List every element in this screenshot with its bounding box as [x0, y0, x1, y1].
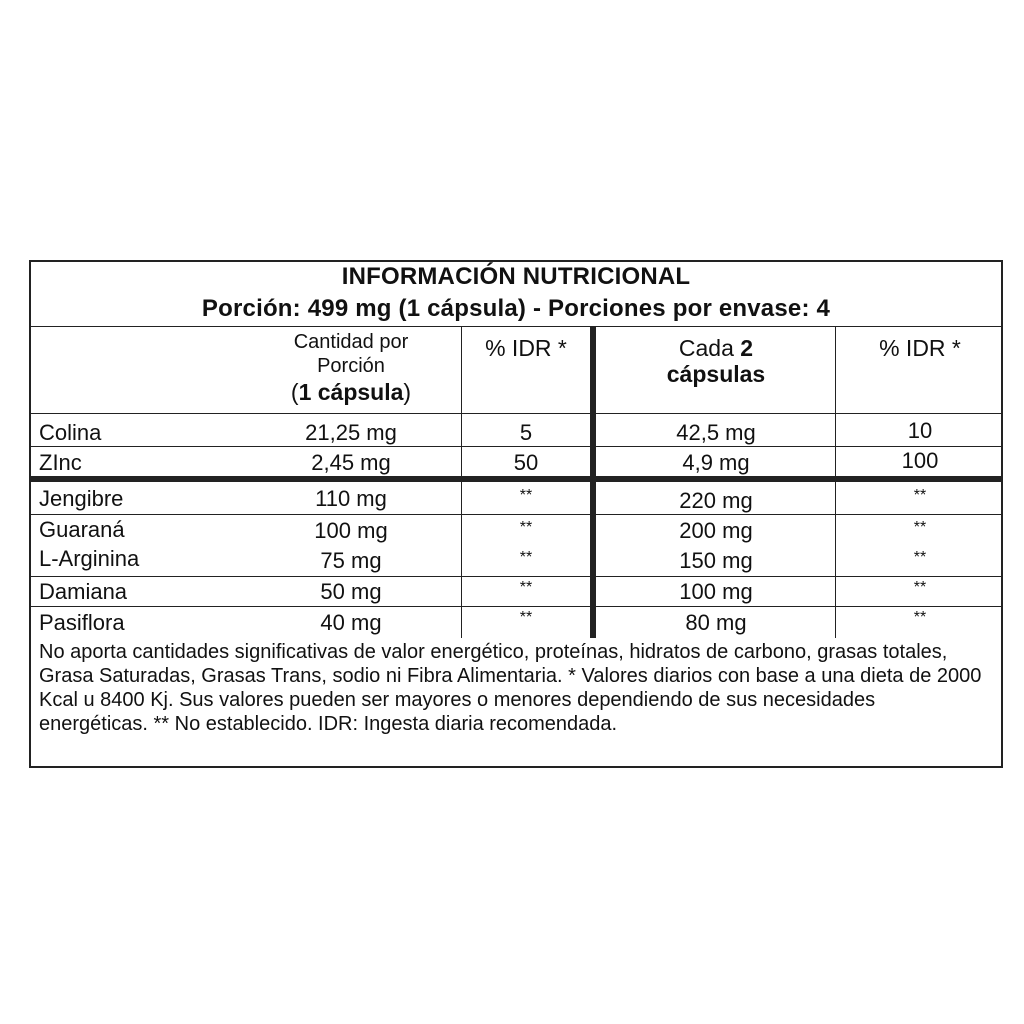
header-top-line	[31, 326, 1001, 327]
header-two: 2	[740, 335, 754, 361]
header-bottom-line	[31, 413, 1001, 414]
row-line	[31, 514, 1001, 515]
row-idr2: **	[913, 519, 927, 536]
row-line	[31, 446, 1001, 447]
row-amount2: 220 mg	[679, 488, 753, 513]
row-name: Pasiflora	[39, 610, 125, 635]
header-serving-size: 1 cápsula	[298, 379, 404, 405]
row-amount2: 80 mg	[685, 610, 747, 635]
row-amount2: 42,5 mg	[676, 420, 756, 445]
row-idr2: **	[913, 609, 927, 626]
header-paren-close: )	[403, 379, 412, 405]
footnote-text: No aporta cantidades significativas de valor energético, proteínas, hidratos de carbono, grasas totales, Grasa Saturadas, Grasas Trans, sodio ni Fibra Alimentaria. * Valores diarios con base a una dieta de 2000 Kcal u 8400 Kj. Sus valores pueden ser mayores o menores dependiendo de sus necesidades energéticas. ** No establecido. IDR: Ingesta diaria recomendada.	[39, 641, 982, 735]
row-idr2: **	[913, 549, 927, 566]
row-amount: 75 mg	[320, 548, 382, 573]
row-idr1: 5	[519, 420, 533, 445]
column-line	[835, 326, 836, 638]
row-idr1: **	[519, 549, 533, 566]
row-amount: 40 mg	[320, 610, 382, 635]
header-amount-line1: Cantidad por	[293, 331, 409, 353]
header-idr-1: % IDR *	[485, 335, 567, 361]
row-amount: 50 mg	[320, 579, 382, 604]
row-idr2: **	[913, 579, 927, 596]
row-idr1: **	[519, 609, 533, 626]
row-amount2: 100 mg	[679, 579, 753, 604]
row-amount: 2,45 mg	[311, 450, 391, 475]
header-two-capsules	[597, 335, 835, 387]
header-amount-per-serving	[251, 330, 451, 406]
label-title: INFORMACIÓN NUTRICIONAL	[341, 263, 691, 290]
row-idr1: **	[519, 487, 533, 504]
row-name: Damiana	[39, 579, 128, 604]
row-name: ZInc	[39, 450, 82, 475]
row-idr1: **	[519, 579, 533, 596]
section-divider-thick	[31, 476, 1001, 482]
header-amount-line3	[251, 378, 451, 406]
header-cada: Cada	[678, 335, 741, 361]
row-idr2: 100	[901, 448, 939, 473]
row-idr1: **	[519, 519, 533, 536]
column-line	[461, 326, 462, 638]
row-amount2: 150 mg	[679, 548, 753, 573]
header-amount-line2: Porción	[317, 355, 385, 377]
header-idr-2: % IDR *	[879, 335, 961, 361]
row-name: Jengibre	[39, 486, 124, 511]
row-amount: 110 mg	[315, 486, 387, 511]
row-amount: 100 mg	[314, 518, 388, 543]
row-amount: 21,25 mg	[305, 420, 397, 445]
row-amount2: 200 mg	[679, 518, 753, 543]
header-paren-open: (	[290, 379, 299, 405]
header-capsulas: cápsulas	[666, 361, 766, 387]
nutrition-label	[29, 260, 1003, 768]
row-idr2: **	[913, 487, 927, 504]
row-amount2: 4,9 mg	[682, 450, 750, 475]
column-divider-thick	[590, 326, 596, 638]
row-name: Guaraná	[39, 517, 125, 542]
row-line	[31, 606, 1001, 607]
row-name: L-Arginina	[39, 546, 140, 571]
row-line	[31, 576, 1001, 577]
row-name: Colina	[39, 420, 102, 445]
label-subtitle: Porción: 499 mg (1 cápsula) - Porciones por envase: 4	[201, 295, 831, 322]
row-idr1: 50	[513, 450, 539, 475]
row-idr2: 10	[907, 418, 933, 443]
